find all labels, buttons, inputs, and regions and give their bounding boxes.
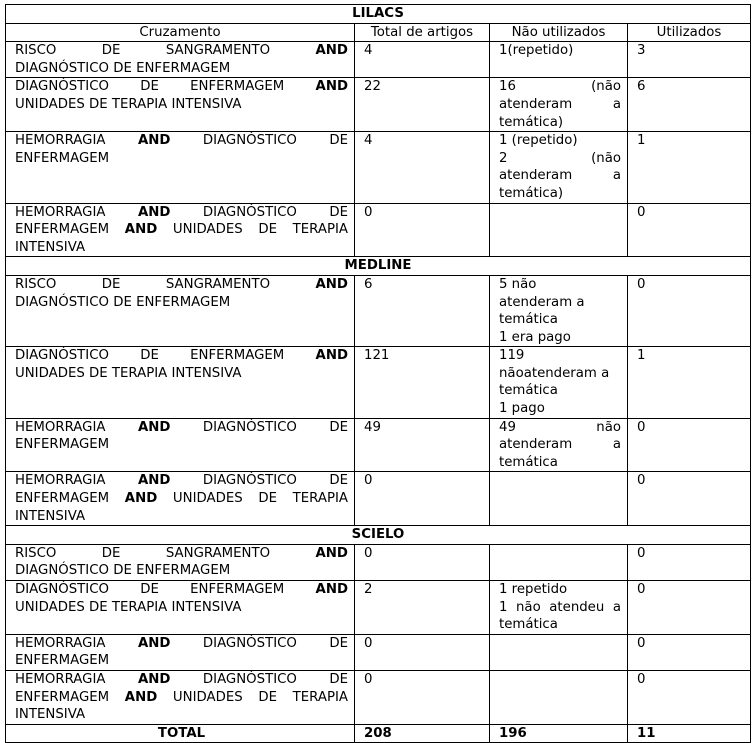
nao-utilizados-cell <box>490 275 628 346</box>
cruzamento-line <box>15 294 348 312</box>
table-row <box>6 275 751 346</box>
cruzamento-line <box>15 545 348 563</box>
table-row <box>6 347 751 418</box>
cruzamento-line <box>15 671 348 689</box>
operator-and: AND <box>315 276 348 292</box>
term-word: DE <box>329 671 349 687</box>
term-word: HEMORRAGIA <box>15 671 106 687</box>
term-word: SANGRAMENTO <box>165 545 271 561</box>
total-artigos-cell: 2 <box>355 581 490 635</box>
total-artigos-cell: 49 <box>355 418 490 472</box>
total-nao-utilizados-sum: 196 <box>490 724 628 743</box>
nao-utilizados-cell <box>490 418 628 472</box>
cruzamento-line <box>15 599 348 617</box>
utilizados-cell: 6 <box>628 78 751 132</box>
cruzamento-line <box>15 132 348 150</box>
cruzamento-line <box>15 419 348 437</box>
term-word: DIAGNÓSTICO <box>15 582 109 597</box>
cruzamento-cell <box>6 418 355 472</box>
nao-utilizados-line: temática <box>499 454 558 470</box>
nao-utilizados-cell <box>490 132 628 203</box>
section-title: SCIELO <box>6 526 751 545</box>
term-word: INTENSIVA <box>15 239 86 255</box>
cruzamento-cell <box>6 42 355 78</box>
term-word: ENFERMAGEM <box>15 150 110 166</box>
header-cruzamento: Cruzamento <box>6 23 355 42</box>
utilizados-cell: 3 <box>628 42 751 78</box>
operator-and: AND <box>315 348 348 364</box>
term-word: RISCO <box>15 276 57 292</box>
cruzamento-line <box>15 150 348 168</box>
table-row <box>6 203 751 257</box>
operator-and: AND <box>315 79 348 95</box>
cruzamento-line <box>15 221 348 239</box>
cruzamento-line <box>15 96 348 114</box>
table-row <box>6 472 751 526</box>
operator-and: AND <box>137 133 171 149</box>
cruzamento-cell <box>6 78 355 132</box>
operator-and: AND <box>124 491 158 507</box>
nao-utilizados-line: 1 era pago <box>499 329 571 345</box>
nao-utilizados-line: 49 não <box>499 419 621 435</box>
nao-utilizados-line: 1 pago <box>499 401 545 417</box>
operator-and: AND <box>137 473 171 489</box>
cruzamento-line <box>15 581 348 599</box>
term-word: UNIDADES DE TERAPIA INTENSIVA <box>15 599 242 615</box>
utilizados-cell: 1 <box>628 132 751 203</box>
section-title: MEDLINE <box>6 257 751 276</box>
cruzamento-cell <box>6 634 355 670</box>
total-artigos-cell: 0 <box>355 544 490 580</box>
nao-utilizados-cell <box>490 634 628 670</box>
term-word: ENFERMAGEM <box>15 437 110 453</box>
operator-and: AND <box>315 43 348 59</box>
term-word: DIAGNÓSTICO <box>202 473 297 489</box>
term-word: ENFERMAGEM <box>15 689 110 705</box>
cruzamento-cell <box>6 347 355 418</box>
nao-utilizados-cell <box>490 472 628 526</box>
cruzamento-line <box>15 490 348 508</box>
table-row <box>6 634 751 670</box>
nao-utilizados-cell <box>490 670 628 724</box>
term-word: RISCO <box>15 43 57 59</box>
utilizados-cell: 1 <box>628 347 751 418</box>
total-artigos-cell: 22 <box>355 78 490 132</box>
nao-utilizados-line: 119 <box>499 348 525 364</box>
term-word: DE <box>101 276 121 292</box>
term-word: DE <box>329 419 349 435</box>
term-word: HEMORRAGIA <box>15 419 106 435</box>
operator-and: AND <box>137 419 171 435</box>
term-word: RISCO <box>15 545 57 561</box>
cruzamento-line <box>15 60 348 78</box>
nao-utilizados-line: temática <box>499 383 558 399</box>
cruzamento-line <box>15 239 348 257</box>
term-word: INTENSIVA <box>15 508 86 524</box>
results-table <box>5 4 751 743</box>
total-utilizados-sum: 11 <box>628 724 751 743</box>
term-word: DIAGNÓSTICO <box>15 79 109 95</box>
nao-utilizados-cell <box>490 203 628 257</box>
nao-utilizados-line: nãoatenderam a <box>499 365 610 381</box>
operator-and: AND <box>315 582 348 597</box>
operator-and: AND <box>137 635 171 651</box>
table-row <box>6 42 751 78</box>
nao-utilizados-cell <box>490 42 628 78</box>
term-word: UNIDADES DE TERAPIA INTENSIVA <box>15 365 242 381</box>
term-word: ENFERMAGEM <box>190 79 285 95</box>
term-word: SANGRAMENTO <box>165 43 271 59</box>
term-word: ENFERMAGEM <box>15 653 110 669</box>
cruzamento-line <box>15 365 348 383</box>
cruzamento-cell <box>6 275 355 346</box>
header-total-artigos: Total de artigos <box>355 23 490 42</box>
nao-utilizados-line: temática <box>499 312 558 328</box>
term-word: DIAGNÓSTICO DE ENFERMAGEM <box>15 60 231 76</box>
utilizados-cell: 0 <box>628 275 751 346</box>
header-nao-utilizados: Não utilizados <box>490 23 628 42</box>
nao-utilizados-line: temática) <box>499 185 564 201</box>
total-artigos-cell: 0 <box>355 670 490 724</box>
total-artigos-cell: 4 <box>355 132 490 203</box>
term-word: UNIDADES <box>172 222 243 238</box>
total-artigos-cell: 121 <box>355 347 490 418</box>
term-word: DE <box>140 348 159 364</box>
total-artigos-sum: 208 <box>355 724 490 743</box>
term-word: DIAGNÓSTICO <box>202 635 297 651</box>
cruzamento-line <box>15 562 348 580</box>
utilizados-cell: 0 <box>628 544 751 580</box>
utilizados-cell: 0 <box>628 203 751 257</box>
utilizados-cell: 0 <box>628 634 751 670</box>
cruzamento-line <box>15 436 348 454</box>
table-row <box>6 544 751 580</box>
term-word: DIAGNÓSTICO <box>15 348 109 364</box>
term-word: UNIDADES <box>172 491 243 507</box>
term-word: HEMORRAGIA <box>15 635 106 651</box>
total-artigos-cell: 0 <box>355 472 490 526</box>
cruzamento-line <box>15 42 348 60</box>
total-artigos-cell: 0 <box>355 203 490 257</box>
table-row <box>6 418 751 472</box>
nao-utilizados-line: 16 (não <box>499 79 621 95</box>
results-table-body <box>6 5 751 743</box>
term-word: DE <box>329 473 349 489</box>
operator-and: AND <box>124 222 158 238</box>
nao-utilizados-line: 1 (repetido) <box>499 133 578 149</box>
term-word: DE <box>329 133 349 149</box>
term-word: DE <box>258 222 277 238</box>
table-row <box>6 78 751 132</box>
operator-and: AND <box>315 545 348 561</box>
total-artigos-cell: 6 <box>355 275 490 346</box>
term-word: ENFERMAGEM <box>15 222 110 238</box>
cruzamento-line <box>15 472 348 490</box>
term-word: TERAPIA <box>292 491 348 507</box>
nao-utilizados-line: temática) <box>499 114 564 130</box>
utilizados-cell: 0 <box>628 581 751 635</box>
nao-utilizados-cell <box>490 544 628 580</box>
total-label-cell: TOTAL <box>6 724 355 743</box>
cruzamento-line <box>15 347 348 365</box>
term-word: DIAGNÓSTICO <box>202 133 297 149</box>
term-word: DE <box>101 43 121 59</box>
cruzamento-line <box>15 508 348 526</box>
utilizados-cell: 0 <box>628 418 751 472</box>
term-word: ENFERMAGEM <box>15 491 110 507</box>
term-word: DE <box>329 635 349 651</box>
total-artigos-cell: 0 <box>355 634 490 670</box>
nao-utilizados-line: atenderam a <box>499 437 621 453</box>
cruzamento-line <box>15 78 348 96</box>
nao-utilizados-cell <box>490 581 628 635</box>
term-word: DIAGNÓSTICO <box>202 204 297 220</box>
cruzamento-line <box>15 689 348 707</box>
utilizados-cell: 0 <box>628 472 751 526</box>
results-table-container <box>5 4 750 743</box>
nao-utilizados-line: 1(repetido) <box>499 43 574 59</box>
term-word: DIAGNÓSTICO DE ENFERMAGEM <box>15 294 231 310</box>
cruzamento-line <box>15 204 348 222</box>
table-row <box>6 581 751 635</box>
cruzamento-line <box>15 276 348 294</box>
nao-utilizados-line: 2 (não <box>499 150 621 166</box>
term-word: DE <box>258 491 277 507</box>
term-word: DE <box>329 204 349 220</box>
cruzamento-cell <box>6 472 355 526</box>
term-word: DIAGNÓSTICO DE ENFERMAGEM <box>15 563 231 579</box>
header-utilizados: Utilizados <box>628 23 751 42</box>
term-word: INTENSIVA <box>15 707 86 723</box>
term-word: SANGRAMENTO <box>165 276 271 292</box>
cruzamento-cell <box>6 132 355 203</box>
cruzamento-cell <box>6 581 355 635</box>
cruzamento-cell <box>6 203 355 257</box>
total-artigos-cell: 4 <box>355 42 490 78</box>
term-word: HEMORRAGIA <box>15 133 106 149</box>
term-word: UNIDADES <box>172 689 243 705</box>
operator-and: AND <box>137 204 171 220</box>
utilizados-cell: 0 <box>628 670 751 724</box>
nao-utilizados-line: atenderam a <box>499 96 621 112</box>
section-row <box>6 5 751 24</box>
operator-and: AND <box>137 671 171 687</box>
nao-utilizados-line: 5 não <box>499 276 537 292</box>
nao-utilizados-line: temática <box>499 617 558 633</box>
term-word: DE <box>101 545 121 561</box>
header-row <box>6 23 751 42</box>
total-row <box>6 724 751 743</box>
term-word: HEMORRAGIA <box>15 473 106 489</box>
term-word: TERAPIA <box>292 222 348 238</box>
section-row <box>6 526 751 545</box>
term-word: DE <box>258 689 277 705</box>
term-word: TERAPIA <box>292 689 348 705</box>
cruzamento-cell <box>6 670 355 724</box>
term-word: DE <box>140 582 159 597</box>
nao-utilizados-line: atenderam a <box>499 294 585 310</box>
term-word: DIAGNÓSTICO <box>202 419 297 435</box>
cruzamento-cell <box>6 544 355 580</box>
operator-and: AND <box>124 689 158 705</box>
section-row <box>6 257 751 276</box>
cruzamento-line <box>15 635 348 653</box>
nao-utilizados-cell <box>490 347 628 418</box>
table-row <box>6 132 751 203</box>
term-word: ENFERMAGEM <box>190 348 285 364</box>
table-row <box>6 670 751 724</box>
term-word: UNIDADES DE TERAPIA INTENSIVA <box>15 96 242 112</box>
term-word: HEMORRAGIA <box>15 204 106 220</box>
cruzamento-line <box>15 706 348 724</box>
term-word: DIAGNÓSTICO <box>202 671 297 687</box>
nao-utilizados-line: 1 repetido <box>499 582 568 597</box>
cruzamento-line <box>15 652 348 670</box>
nao-utilizados-cell <box>490 78 628 132</box>
nao-utilizados-line: 1 não atendeu a <box>499 599 621 615</box>
term-word: ENFERMAGEM <box>190 582 285 597</box>
term-word: DE <box>140 79 159 95</box>
section-title: LILACS <box>6 5 751 24</box>
nao-utilizados-line: atenderam a <box>499 168 621 184</box>
